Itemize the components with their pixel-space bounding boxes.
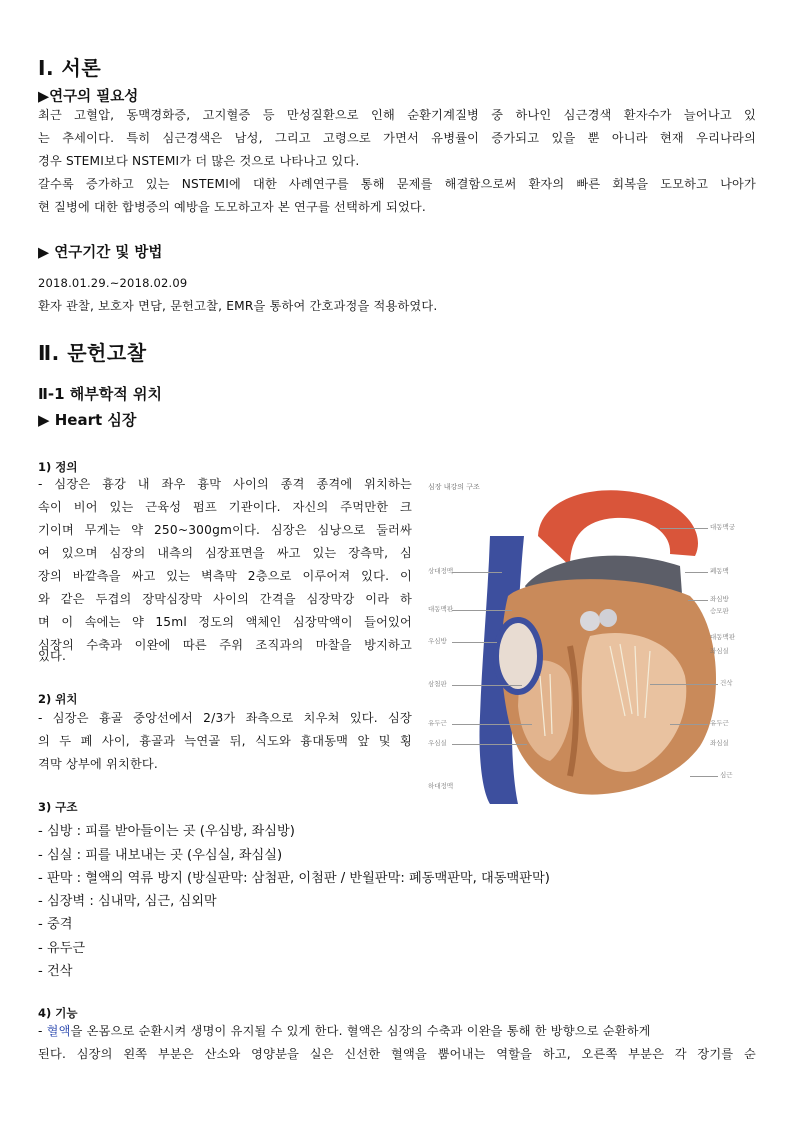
structure-heading: 3) 구조 <box>38 800 78 814</box>
position-line-3: 격막 상부에 위치한다. <box>38 757 158 771</box>
figure-label: 폐동맥 <box>710 567 729 575</box>
need-heading: ▶연구의 필요성 <box>38 89 139 105</box>
leader-line <box>670 724 708 725</box>
figure-label: 유두근 <box>710 719 729 727</box>
figure-title: 심장 내강의 구조 <box>428 483 480 491</box>
need-line-3: 경우 STEMI보다 NSTEMI가 더 많은 것으로 나타나고 있다. <box>38 154 360 168</box>
definition-heading: 1) 정의 <box>38 460 78 474</box>
leader-line <box>690 776 718 777</box>
definition-line-9: 있다. <box>38 649 67 663</box>
leader-line <box>452 610 512 611</box>
need-line-1: 최근 고혈압, 동맥경화증, 고지혈증 등 만성질환으로 인해 순환기계질병 중 하나인 심근경색 환자수가 늘어나고 있 <box>38 108 756 122</box>
figure-label: 하대정맥 <box>428 782 454 790</box>
function-line-1 <box>38 1020 756 1043</box>
definition-line-5: 장의 바깥측을 싸고 있는 벽측막 2층으로 이루어져 있다. 이 <box>38 569 412 583</box>
figure-label: 유두근 <box>428 719 447 727</box>
definition-line-4: 여 있으며 심장의 내측의 심장표면을 싸고 있는 장측막, 심 <box>38 546 412 560</box>
structure-item: - 심실 : 피를 내보내는 곳 (우심실, 좌심실) <box>38 848 283 863</box>
figure-label: 대동맥판 <box>710 633 736 641</box>
figure-label: 우심실 <box>428 739 447 747</box>
leader-line <box>660 528 708 529</box>
structure-item: - 중격 <box>38 917 73 932</box>
figure-label: 우심방 <box>428 637 447 645</box>
heart-illustration <box>420 476 746 806</box>
blood-link[interactable]: 혈액 <box>46 1024 71 1038</box>
structure-item: - 판막 : 혈액의 역류 방지 (방실판막: 삼첨판, 이첨판 / 반월판막: 폐동맥판막, 대동맥판막) <box>38 871 550 886</box>
heart-figure <box>420 476 746 806</box>
function-line-1-rest: 을 온몸으로 순환시켜 생명이 유지될 수 있게 한다. 혈액은 심장의 수축과 이완을 통해 한 방향으로 순환하게 <box>70 1024 651 1038</box>
function-heading: 4) 기능 <box>38 1006 78 1020</box>
need-line-4: 갈수록 증가하고 있는 NSTEMI에 대한 사례연구를 통해 문제를 해결함으로써 환자의 빠른 회복을 도모하고 나아가 <box>38 177 756 191</box>
valve-shape <box>580 611 600 631</box>
function-prefix: - <box>38 1024 47 1038</box>
position-line-2: 의 두 폐 사이, 흉골과 늑연골 뒤, 식도와 흉대동맥 앞 및 횡 <box>38 734 412 748</box>
period-dates: 2018.01.29.~2018.02.09 <box>38 276 188 290</box>
leader-line <box>685 572 708 573</box>
definition-line-8: 심장의 수축과 이완에 따른 주위 조직과의 마찰을 방지하고 <box>38 638 412 652</box>
structure-item: - 건삭 <box>38 964 73 979</box>
definition-line-2: 속이 비어 있는 근육성 펌프 기관이다. 자신의 주먹만한 크 <box>38 500 412 514</box>
period-heading: ▶ 연구기간 및 방법 <box>38 245 163 261</box>
figure-label: 좌심실 <box>710 647 729 655</box>
section2-title: Ⅱ. 문헌고찰 <box>38 341 147 365</box>
definition-line-7: 며 이 속에는 약 15ml 정도의 액체인 심장막액이 들어있어 <box>38 615 412 629</box>
period-method: 환자 관찰, 보호자 면담, 문헌고찰, EMR을 통하여 간호과정을 적용하였다. <box>38 299 438 313</box>
figure-label: 상대정맥 <box>428 567 454 575</box>
definition-line-6: 와 같은 두겹의 장막심장막 사이의 간격을 심장막강 이라 하 <box>38 592 412 606</box>
leader-line <box>452 642 497 643</box>
leader-line <box>650 684 718 685</box>
position-line-1: - 심장은 흉골 중앙선에서 2/3가 좌측으로 치우쳐 있다. 심장 <box>38 711 412 725</box>
figure-label: 대동맥궁 <box>710 523 736 531</box>
figure-label: 좌심실 <box>710 739 729 747</box>
leader-line <box>452 744 527 745</box>
leader-line <box>688 600 708 601</box>
definition-line-1: - 심장은 흉강 내 좌우 흉막 사이의 종격 종격에 위치하는 <box>38 477 412 491</box>
heart-heading: ▶ Heart 심장 <box>38 411 137 429</box>
figure-label: 심근 <box>720 771 733 779</box>
structure-item: - 심방 : 피를 받아들이는 곳 (우심방, 좌심방) <box>38 824 295 839</box>
need-line-5: 현 질병에 대한 합병증의 예방을 도모하고자 본 연구를 선택하게 되었다. <box>38 200 426 214</box>
figure-label: 좌심방 <box>710 595 729 603</box>
structure-item: - 심장벽 : 심내막, 심근, 심외막 <box>38 894 217 909</box>
section1-title: Ⅰ. 서론 <box>38 56 102 80</box>
figure-label: 대동맥판 <box>428 605 454 613</box>
anatomy-subtitle: Ⅱ-1 해부학적 위치 <box>38 385 162 403</box>
figure-label: 건삭 <box>720 679 733 687</box>
structure-item: - 유두근 <box>38 941 86 956</box>
leader-line <box>452 685 522 686</box>
function-line-2: 된다. 심장의 왼쪽 부분은 산소와 영양분을 실은 신선한 혈액을 뿜어내는 역할을 하고, 오른쪽 부분은 각 장기를 순 <box>38 1047 756 1061</box>
valve-shape <box>599 609 617 627</box>
figure-label: 삼첨판 <box>428 680 447 688</box>
position-heading: 2) 위치 <box>38 692 78 706</box>
leader-line <box>452 724 532 725</box>
figure-label: 승모판 <box>710 607 729 615</box>
leader-line <box>452 572 502 573</box>
right-atrium-opening <box>496 620 540 692</box>
definition-line-3: 기이며 무게는 약 250~300gm이다. 심장은 심낭으로 둘러싸 <box>38 523 412 537</box>
need-line-2: 는 추세이다. 특히 심근경색은 남성, 그리고 고령으로 가면서 유병률이 증가되고 있을 뿐 아니라 현재 우리나라의 <box>38 131 756 145</box>
